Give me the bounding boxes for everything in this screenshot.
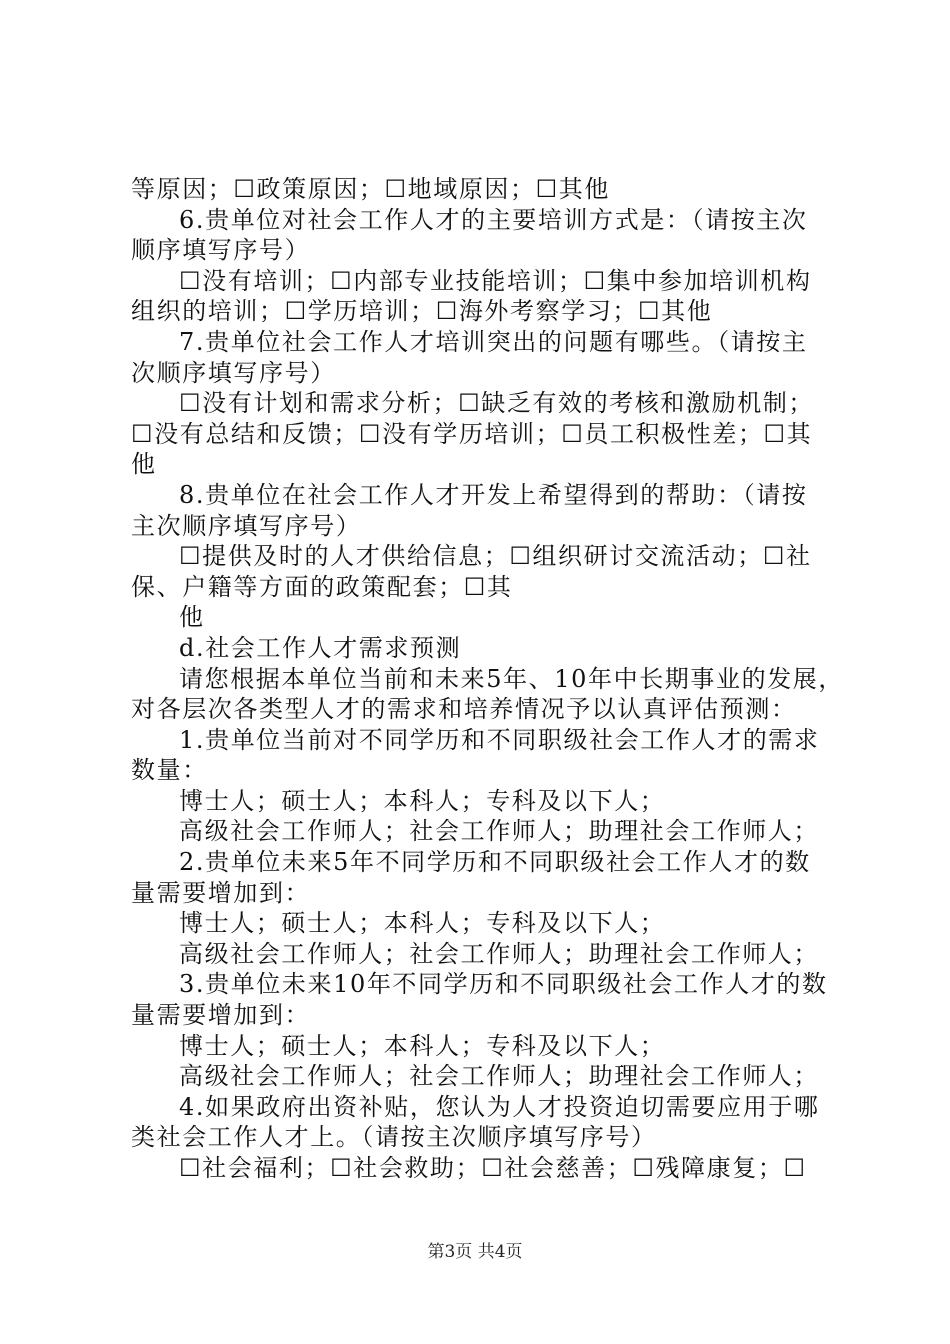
text-line: 数量： xyxy=(131,756,208,785)
text-line: d.社会工作人才需求预测 xyxy=(179,633,462,662)
text-line: 组织的培训；☐学历培训；☐海外考察学习；☐其他 xyxy=(131,297,713,326)
text-line: 等原因；☐政策原因；☐地域原因；☐其他 xyxy=(131,175,610,203)
text-line: 保、户籍等方面的政策配套；☐其 xyxy=(131,572,513,601)
text-line: 2.贵单位未来5年不同学历和不同职级社会工作人才的数 xyxy=(179,848,811,877)
text-line: 6.贵单位对社会工作人才的主要培训方式是：（请按主次 xyxy=(179,205,808,234)
text-line: 量需要增加到： xyxy=(131,1001,311,1030)
document-body xyxy=(131,174,845,1184)
text-line: ☐社会福利；☐社会救助；☐社会慈善；☐残障康复；☐ xyxy=(179,1154,807,1182)
text-line: 博士人；硕士人；本科人；专科及以下人； xyxy=(179,1031,666,1060)
text-line: 3.贵单位未来10年不同学历和不同职级社会工作人才的数 xyxy=(179,970,828,999)
text-line: ☐没有计划和需求分析；☐缺乏有效的考核和激励机制； xyxy=(179,389,815,418)
text-line: 顺序填写序号） xyxy=(131,236,311,265)
text-line: 博士人；硕士人；本科人；专科及以下人； xyxy=(179,909,666,938)
text-line: 1.贵单位当前对不同学历和不同职级社会工作人才的需求 xyxy=(179,725,820,754)
text-line: ☐没有培训；☐内部专业技能培训；☐集中参加培训机构 xyxy=(179,266,812,295)
text-line: ☐提供及时的人才供给信息；☐组织研讨交流活动；☐社 xyxy=(179,542,812,571)
text-line: 高级社会工作师人；社会工作师人；助理社会工作师人； xyxy=(179,939,819,968)
text-line: 博士人；硕士人；本科人；专科及以下人； xyxy=(179,786,666,815)
text-line: 高级社会工作师人；社会工作师人；助理社会工作师人； xyxy=(179,817,819,846)
text-line: 高级社会工作师人；社会工作师人；助理社会工作师人； xyxy=(179,1062,819,1091)
text-line: 量需要增加到： xyxy=(131,878,311,907)
text-line: 8.贵单位在社会工作人才开发上希望得到的帮助：（请按 xyxy=(179,480,808,509)
page-footer: 第3页 共4页 xyxy=(427,1242,523,1262)
text-line: 他 xyxy=(131,450,157,479)
text-line: 对各层次各类型人才的需求和培养情况予以认真评估预测： xyxy=(131,695,797,724)
text-line: 请您根据本单位当前和未来5年、10年中长期事业的发展， xyxy=(179,664,845,693)
text-line: 4.如果政府出资补贴，您认为人才投资迫切需要应用于哪 xyxy=(179,1092,820,1121)
text-line: 类社会工作人才上。（请按主次顺序填写序号） xyxy=(131,1123,657,1152)
text-line: ☐没有总结和反馈；☐没有学历培训；☐员工积极性差；☐其 xyxy=(131,419,813,448)
text-line: 次顺序填写序号） xyxy=(131,358,336,387)
text-line: 主次顺序填写序号） xyxy=(131,511,362,540)
text-line: 他 xyxy=(179,603,205,632)
text-line: 7.贵单位社会工作人才培训突出的问题有哪些。（请按主 xyxy=(179,327,808,356)
